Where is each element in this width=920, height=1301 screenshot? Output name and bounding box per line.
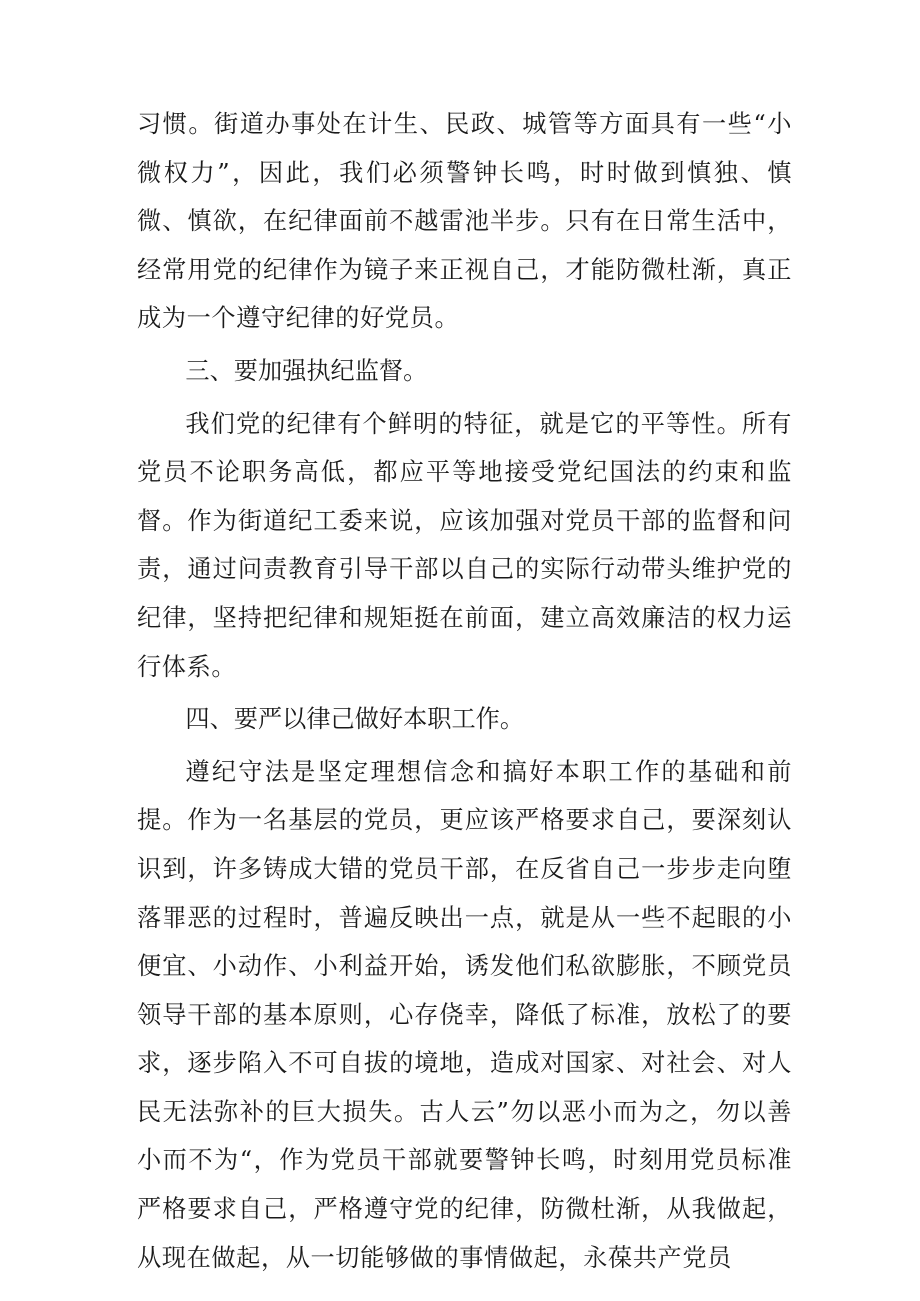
section-heading-3: 三、要加强执纪监督。 xyxy=(185,356,428,385)
paragraph-self-discipline: 遵纪守法是坚定理想信念和搞好本职工作的基础和前提。作为一名基层的党员，更应该严格要求自己，要深刻认识到，许多铸成大错的党员干部，在反省自己一步步走向堕落罪恶的过程时，普遍反映出一点，就是从一些不起眼的小便宜、小动作、小利益开始，诱发他们私欲膨胀，不顾党员领导干部的基本原则，心存侥幸，降低了标准，放松了的要求，逐步陷入不可自拔的境地，造成对国家、对社会、对人民无法弥补的巨大损失。古人云”勿以恶小而为之，勿以善小而不为“，作为党员干部就要警钟长鸣，时刻用党员标准严格要求自己，严格遵守党的纪律，防微杜渐，从我做起，从现在做起，从一切能够做的事情做起，永葆共产党员 xyxy=(137,757,792,1272)
paragraph-discipline-equality: 我们党的纪律有个鲜明的特征，就是它的平等性。所有党员不论职务高低，都应平等地接受党纪国法的约束和监督。作为街道纪工委来说，应该加强对党员干部的监督和问责，通过问责教育引导干部以自己的实际行动带头维护党的纪律，坚持把纪律和规矩挺在前面，建立高效廉洁的权力运行体系。 xyxy=(137,409,792,681)
document-body xyxy=(137,100,792,1282)
paragraph-continuation: 习惯。街道办事处在计生、民政、城管等方面具有一些“小微权力”，因此，我们必须警钟长鸣，时时做到慎独、慎微、慎欲，在纪律面前不越雷池半步。只有在日常生活中，经常用党的纪律作为镜子来正视自己，才能防微杜渐，真正成为一个遵守纪律的好党员。 xyxy=(137,110,792,333)
section-heading-4: 四、要严以律己做好本职工作。 xyxy=(185,705,525,734)
